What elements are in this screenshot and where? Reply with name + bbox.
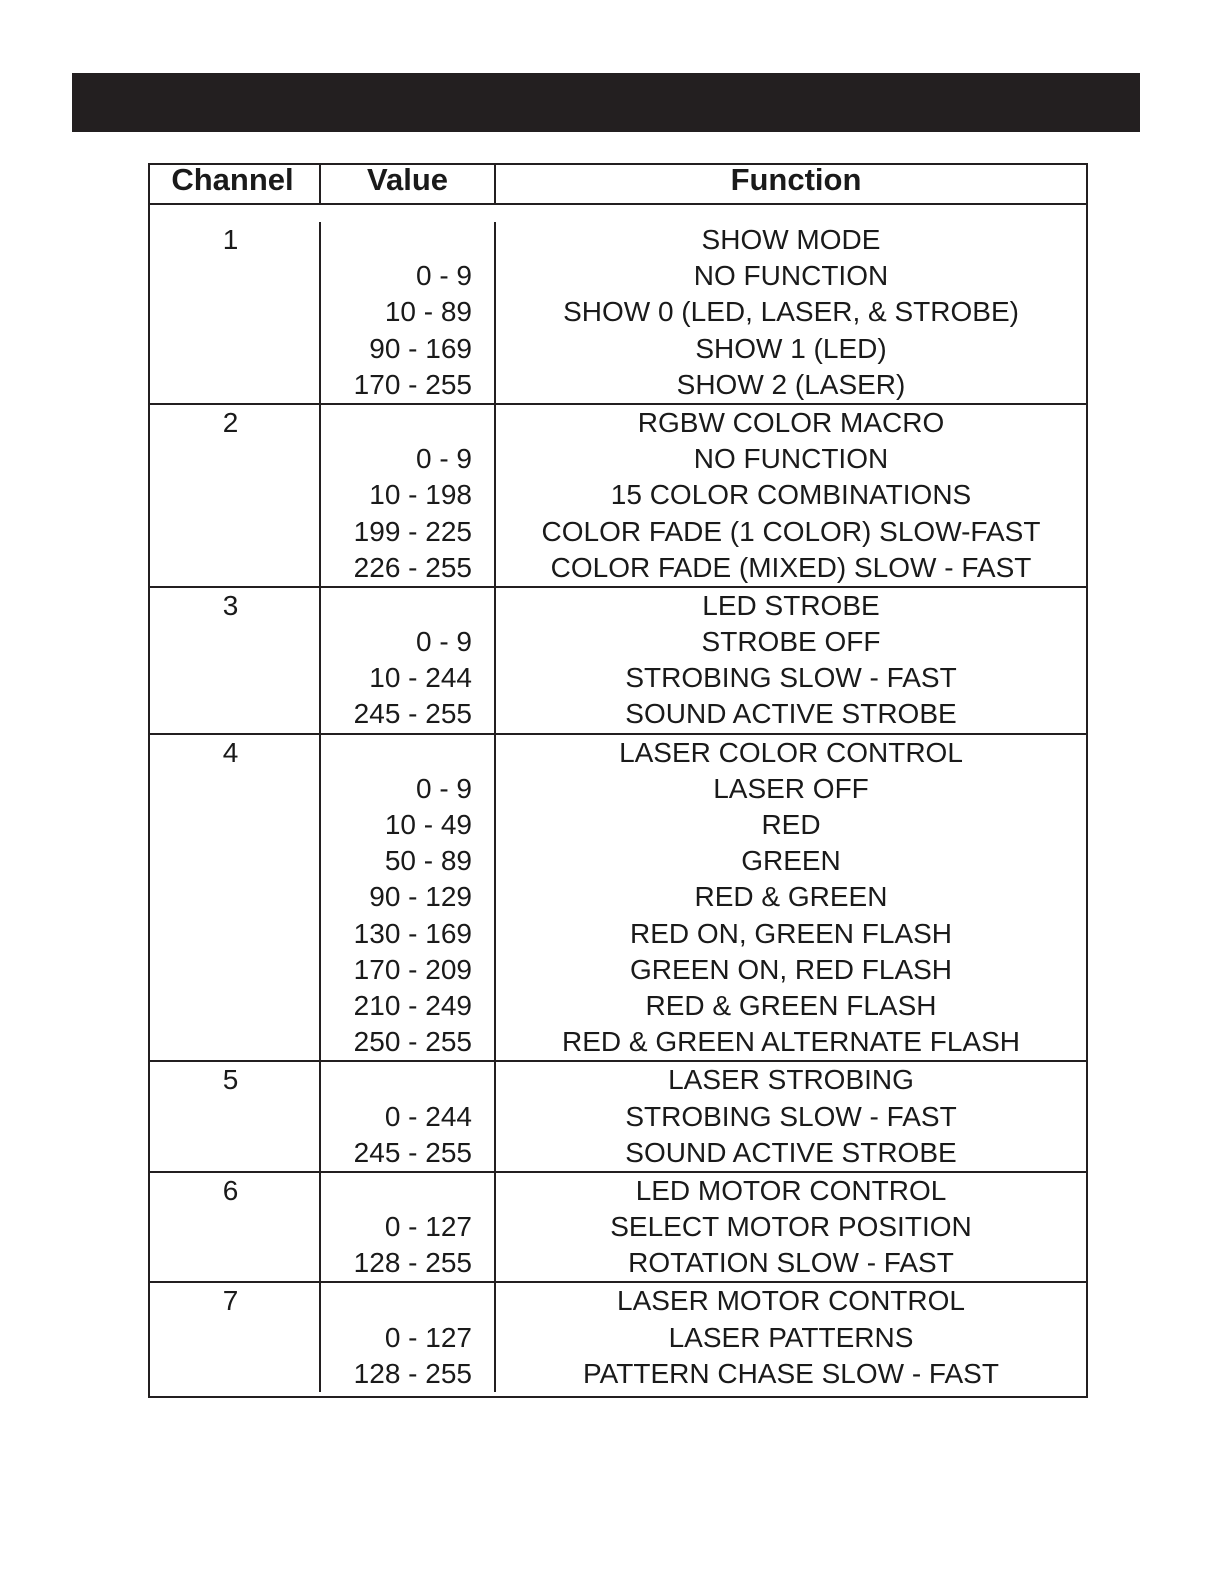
function-title: LASER MOTOR CONTROL	[617, 1285, 965, 1317]
function-description: GREEN ON, RED FLASH	[629, 953, 953, 985]
channel-blank	[150, 367, 319, 403]
channel-blank	[150, 696, 319, 732]
value-range: 226 - 255	[353, 551, 472, 583]
function-description: RED	[761, 809, 821, 840]
channel-blank	[150, 771, 319, 807]
channel-blank	[150, 1135, 319, 1171]
channel-group	[150, 205, 1086, 405]
function-cell	[496, 1173, 1086, 1282]
function-title: LED MOTOR CONTROL	[635, 1174, 947, 1206]
function-description: COLOR FADE (MIXED) SLOW - FAST	[550, 551, 1032, 583]
channel-blank	[150, 331, 319, 367]
value-range: 245 - 255	[353, 1136, 472, 1168]
value-blank	[321, 588, 494, 624]
value-blank	[321, 1173, 494, 1209]
channel-blank	[150, 1320, 319, 1356]
value-cell	[321, 405, 496, 586]
channel-column-header: Channel	[150, 165, 321, 203]
value-blank	[321, 735, 494, 771]
value-range: 0 - 127	[384, 1211, 472, 1243]
channel-cell	[150, 1283, 321, 1392]
function-description: SOUND ACTIVE STROBE	[625, 1136, 957, 1168]
function-description: LASER OFF	[713, 772, 869, 804]
function-description: SHOW 1 (LED)	[695, 332, 887, 364]
value-range: 0 - 9	[415, 443, 472, 475]
function-cell	[496, 1062, 1086, 1171]
channel-blank	[150, 477, 319, 513]
function-description: LASER PATTERNS	[668, 1321, 914, 1353]
value-range: 199 - 225	[353, 515, 472, 547]
channel-blank	[150, 441, 319, 477]
channel-cell	[150, 588, 321, 733]
function-description: RED ON, GREEN FLASH	[629, 917, 953, 949]
section-header-bar	[72, 73, 1140, 132]
function-description: PATTERN CHASE SLOW - FAST	[583, 1357, 999, 1389]
channel-group	[150, 735, 1086, 1063]
channel-cell	[150, 1062, 321, 1171]
function-description: STROBE OFF	[701, 626, 881, 658]
function-description: SELECT MOTOR POSITION	[610, 1211, 972, 1243]
value-range: 90 - 169	[369, 332, 472, 364]
value-range: 245 - 255	[353, 698, 472, 730]
function-description: STROBING SLOW - FAST	[625, 1100, 957, 1132]
table-body	[150, 205, 1086, 1396]
function-title: LED STROBE	[702, 589, 880, 621]
channel-blank	[150, 1356, 319, 1392]
value-cell	[321, 735, 496, 1061]
function-description: RED & GREEN ALTERNATE FLASH	[562, 1026, 1020, 1058]
channel-blank	[150, 1209, 319, 1245]
channel-blank	[150, 294, 319, 330]
value-range: 128 - 255	[353, 1247, 472, 1279]
value-cell	[321, 222, 496, 403]
function-title: LASER COLOR CONTROL	[619, 736, 963, 768]
channel-number: 3	[222, 589, 239, 621]
channel-cell	[150, 735, 321, 1061]
value-column-header: Value	[321, 165, 496, 203]
function-cell	[496, 405, 1086, 586]
channel-blank	[150, 843, 319, 879]
value-blank	[321, 405, 494, 441]
table-header-row	[150, 162, 1086, 205]
channel-number: 4	[222, 736, 239, 768]
value-range: 128 - 255	[353, 1357, 472, 1389]
value-range: 10 - 244	[369, 662, 472, 694]
channel-cell	[150, 1173, 321, 1282]
value-cell	[321, 1283, 496, 1392]
channel-group	[150, 1173, 1086, 1284]
value-blank	[321, 1062, 494, 1098]
value-range: 250 - 255	[353, 1026, 472, 1058]
channel-cell	[150, 405, 321, 586]
channel-number: 1	[222, 224, 239, 255]
value-range: 130 - 169	[353, 917, 472, 949]
function-description: GREEN	[741, 845, 841, 877]
value-range: 0 - 127	[384, 1321, 472, 1353]
function-cell	[496, 1283, 1086, 1392]
value-range: 0 - 9	[415, 772, 472, 804]
function-description: SOUND ACTIVE STROBE	[625, 698, 957, 730]
channel-group	[150, 405, 1086, 588]
channel-number: 7	[222, 1285, 239, 1317]
function-description: NO FUNCTION	[693, 443, 889, 475]
value-range: 0 - 9	[415, 260, 472, 292]
channel-cell	[150, 222, 321, 403]
value-range: 0 - 244	[384, 1100, 472, 1132]
function-title: SHOW MODE	[701, 224, 881, 255]
function-description: STROBING SLOW - FAST	[625, 662, 957, 694]
value-blank	[321, 1283, 494, 1319]
channel-group	[150, 1283, 1086, 1396]
function-description: RED & GREEN FLASH	[645, 989, 937, 1021]
function-cell	[496, 735, 1086, 1061]
channel-blank	[150, 952, 319, 988]
channel-blank	[150, 1099, 319, 1135]
channel-blank	[150, 660, 319, 696]
function-description: 15 COLOR COMBINATIONS	[610, 479, 972, 511]
channel-blank	[150, 514, 319, 550]
function-description: SHOW 2 (LASER)	[676, 368, 906, 400]
channel-number: 5	[222, 1064, 239, 1096]
value-range: 210 - 249	[353, 989, 472, 1021]
function-cell	[496, 588, 1086, 733]
channel-blank	[150, 550, 319, 586]
value-blank	[321, 222, 494, 258]
value-range: 170 - 209	[353, 953, 472, 985]
function-title: RGBW COLOR MACRO	[637, 406, 945, 438]
channel-blank	[150, 624, 319, 660]
channel-group	[150, 1062, 1086, 1173]
value-range: 10 - 198	[369, 479, 472, 511]
channel-blank	[150, 1245, 319, 1281]
function-description: SHOW 0 (LED, LASER, & STROBE)	[563, 296, 1019, 328]
function-column-header: Function	[730, 162, 862, 197]
channel-number: 6	[222, 1174, 239, 1206]
value-range: 170 - 255	[353, 368, 472, 400]
value-cell	[321, 1173, 496, 1282]
function-description: ROTATION SLOW - FAST	[628, 1247, 954, 1279]
function-description: COLOR FADE (1 COLOR) SLOW-FAST	[541, 515, 1041, 547]
value-cell	[321, 588, 496, 733]
channel-blank	[150, 258, 319, 294]
channel-blank	[150, 807, 319, 843]
function-description: RED & GREEN	[694, 881, 888, 913]
value-range: 50 - 89	[384, 845, 472, 877]
value-range: 10 - 89	[384, 296, 472, 328]
value-range: 0 - 9	[415, 626, 472, 658]
value-range: 10 - 49	[384, 809, 472, 840]
channel-blank	[150, 916, 319, 952]
channel-number: 2	[222, 406, 239, 438]
channel-blank	[150, 988, 319, 1024]
dmx-channel-table	[148, 163, 1088, 1398]
channel-blank	[150, 879, 319, 915]
function-description: NO FUNCTION	[693, 260, 889, 292]
value-range: 90 - 129	[369, 881, 472, 913]
function-title: LASER STROBING	[668, 1064, 914, 1096]
channel-blank	[150, 1024, 319, 1060]
channel-group	[150, 588, 1086, 735]
function-cell	[496, 222, 1086, 403]
value-cell	[321, 1062, 496, 1171]
